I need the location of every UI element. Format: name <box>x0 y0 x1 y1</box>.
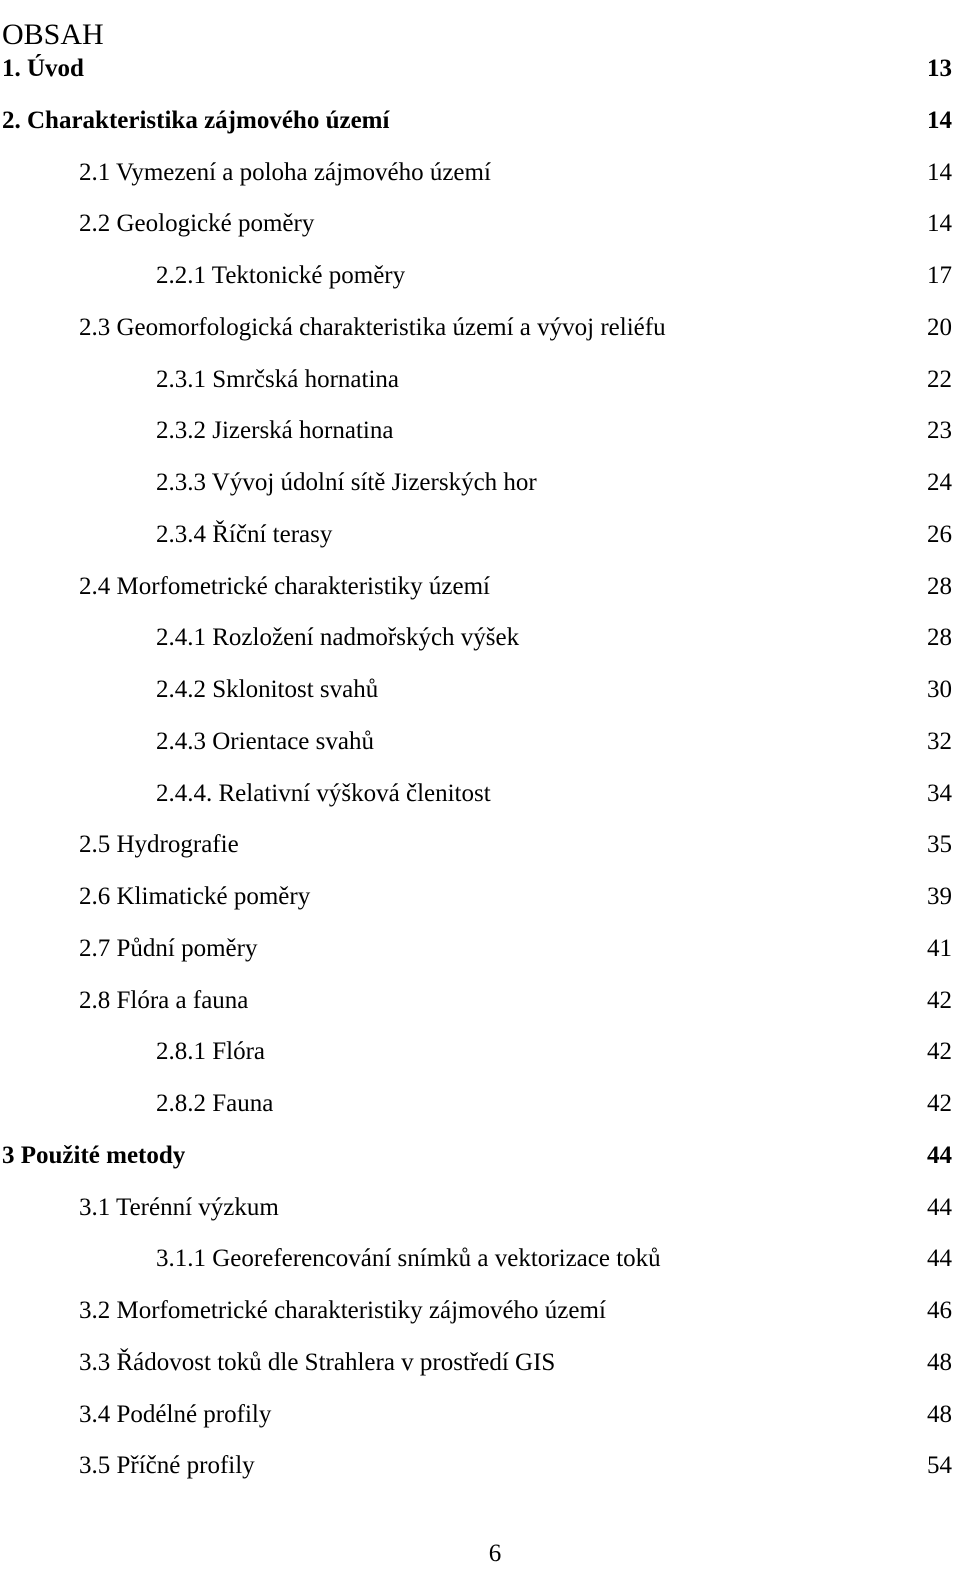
toc-entry-page: 35 <box>927 831 952 859</box>
toc-entry-page: 20 <box>927 313 952 341</box>
toc-entry <box>0 664 960 716</box>
toc-entry <box>0 198 960 250</box>
toc-entry <box>0 768 960 820</box>
toc-entry-label: 2.8.2 Fauna <box>156 1090 274 1117</box>
toc-entry <box>0 1389 960 1441</box>
toc-entry-page: 44 <box>927 1245 952 1273</box>
toc-entry <box>0 1182 960 1234</box>
toc-entry <box>0 1233 960 1285</box>
toc-entry <box>0 716 960 768</box>
toc-entry <box>0 975 960 1027</box>
toc-entry <box>0 43 960 95</box>
toc-entry-label: 3.1.1 Georeferencování snímků a vektorizace toků <box>156 1245 661 1273</box>
toc-entry-page: 42 <box>927 1038 952 1066</box>
toc-entry-page: 22 <box>927 365 952 393</box>
toc-entry-page: 28 <box>927 624 952 652</box>
toc-entry-page: 42 <box>927 1090 952 1117</box>
toc-entry <box>0 1440 960 1492</box>
toc-entry-label: 2.3.2 Jizerská hornatina <box>156 417 394 445</box>
toc-entry-label: 2.2 Geologické poměry <box>79 210 315 238</box>
toc-entry-label: 2.2.1 Tektonické poměry <box>156 262 406 289</box>
toc-entry <box>0 923 960 975</box>
toc-entry-page: 28 <box>927 572 952 600</box>
toc-entry-label: 2.3.3 Vývoj údolní sítě Jizerských hor <box>156 469 537 496</box>
toc-entry-page: 14 <box>927 210 952 238</box>
toc-entry <box>0 871 960 923</box>
toc-entry-page: 48 <box>927 1400 952 1428</box>
toc-entry-page: 32 <box>927 727 952 755</box>
toc-entry <box>0 1337 960 1389</box>
toc-entry-label: 3.4 Podélné profily <box>79 1400 272 1428</box>
toc-entry <box>0 819 960 871</box>
toc-entry-label: 1. Úvod <box>2 55 84 82</box>
toc-entry-page: 34 <box>927 779 952 807</box>
toc-entry-label: 2.5 Hydrografie <box>79 831 239 859</box>
toc-entry-label: 2.6 Klimatické poměry <box>79 883 311 910</box>
toc-entry <box>0 250 960 302</box>
toc-entry <box>0 612 960 664</box>
toc-entry-page: 48 <box>927 1348 952 1376</box>
toc-entry <box>0 1026 960 1078</box>
toc-entry-label: 2.3.4 Říční terasy <box>156 520 333 548</box>
toc-entry-label: 3.2 Morfometrické charakteristiky zájmového území <box>79 1297 606 1324</box>
toc-entry-label: 2.1 Vymezení a poloha zájmového území <box>79 158 491 186</box>
toc-entry-label: 2.4.1 Rozložení nadmořských výšek <box>156 624 520 652</box>
toc-entry <box>0 1285 960 1337</box>
toc-entry-page: 17 <box>927 262 952 289</box>
page-title: OBSAH <box>2 18 104 52</box>
toc-entry-page: 14 <box>927 106 952 134</box>
toc-entry-label: 3 Použité metody <box>2 1141 186 1169</box>
toc-entry <box>0 1078 960 1130</box>
toc-entry-page: 41 <box>927 934 952 962</box>
toc-entry-page: 54 <box>927 1452 952 1480</box>
toc-entry-label: 2.3.1 Smrčská hornatina <box>156 365 400 393</box>
toc-entry-label: 2.4.3 Orientace svahů <box>156 727 374 755</box>
toc-entry <box>0 1130 960 1182</box>
toc-entry <box>0 561 960 613</box>
toc-entry-label: 3.3 Řádovost toků dle Strahlera v prostředí GIS <box>79 1348 556 1376</box>
toc-entry-label: 2.7 Půdní poměry <box>79 934 258 962</box>
toc-entry-page: 24 <box>927 469 952 496</box>
toc-entry-label: 3.1 Terénní výzkum <box>79 1193 279 1221</box>
toc-entry-page: 13 <box>927 55 952 82</box>
toc-entry-page: 44 <box>927 1193 952 1221</box>
toc-entry-label: 2.4.4. Relativní výšková členitost <box>156 779 491 807</box>
toc-entry-label: 2.4.2 Sklonitost svahů <box>156 676 379 703</box>
toc-entry-label: 2.3 Geomorfologická charakteristika území a vývoj reliéfu <box>79 313 666 341</box>
toc-entry <box>0 405 960 457</box>
toc-entry-page: 46 <box>927 1297 952 1324</box>
toc-entry-page: 44 <box>927 1141 952 1169</box>
toc-entry-label: 2.4 Morfometrické charakteristiky území <box>79 572 490 600</box>
toc-entry <box>0 147 960 199</box>
toc-entry-label: 3.5 Příčné profily <box>79 1452 255 1480</box>
toc-entry <box>0 95 960 147</box>
toc-entry-page: 42 <box>927 986 952 1014</box>
toc-entry <box>0 354 960 406</box>
toc-entry-page: 26 <box>927 520 952 548</box>
toc-entry-page: 23 <box>927 417 952 445</box>
toc-entry-page: 14 <box>927 158 952 186</box>
toc-entry <box>0 457 960 509</box>
toc-entry-label: 2.8 Flóra a fauna <box>79 986 249 1014</box>
toc-entry-page: 39 <box>927 883 952 910</box>
toc-entry-page: 30 <box>927 676 952 703</box>
toc-entry-label: 2. Charakteristika zájmového území <box>2 106 390 134</box>
table-of-contents <box>0 43 960 1492</box>
toc-entry-label: 2.8.1 Flóra <box>156 1038 266 1066</box>
toc-entry <box>0 302 960 354</box>
toc-entry <box>0 509 960 561</box>
page-number: 6 <box>488 1540 502 1567</box>
